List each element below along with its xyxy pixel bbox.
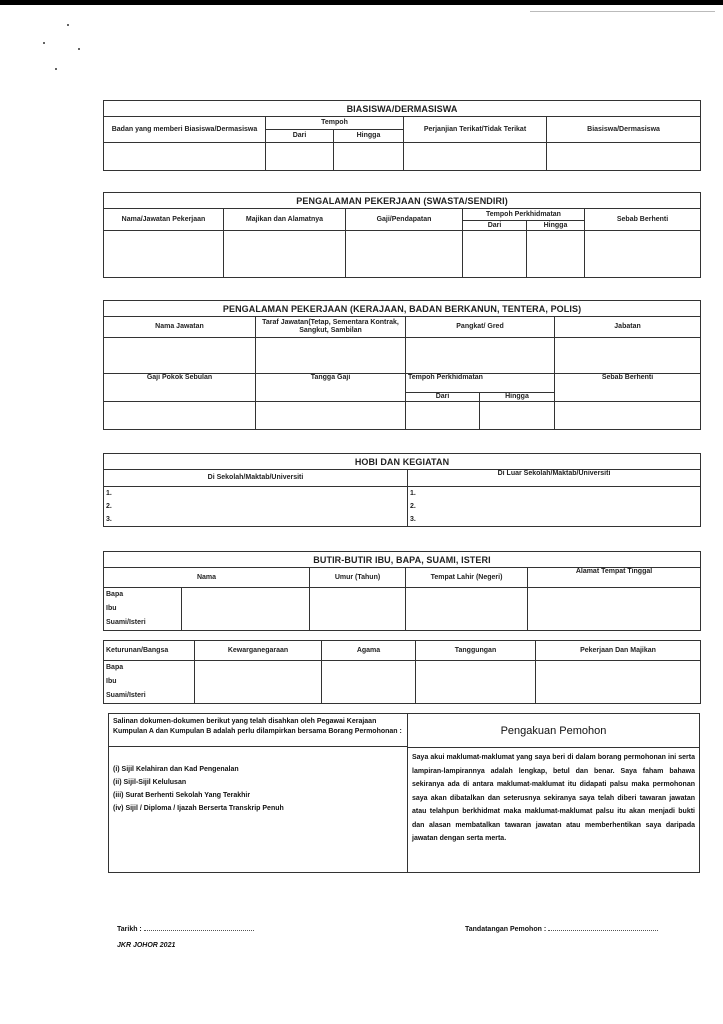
list-item[interactable]: 3. [106, 516, 112, 523]
gov-work-table [103, 300, 701, 430]
declaration-title: Pengakuan Pemohon [408, 714, 699, 748]
form-reference: JKR JOHOR 2021 [117, 942, 176, 949]
input-from[interactable] [266, 143, 334, 171]
relation-label: Ibu [106, 678, 117, 685]
section-title: BIASISWA/DERMASISWA [104, 101, 701, 117]
attachment-item: (i) Sijil Kelahiran dan Kad Pengenalan [113, 766, 239, 773]
col-header-age: Umur (Tahun) [310, 568, 406, 588]
input-reason[interactable] [555, 402, 701, 430]
input-reason[interactable] [585, 231, 701, 278]
col-header-body: Badan yang memberi Biasiswa/Dermasiswa [104, 117, 266, 143]
signature-field[interactable] [465, 924, 658, 933]
list-item[interactable]: 1. [106, 490, 112, 497]
input-employer[interactable] [224, 231, 346, 278]
scan-artifact-line [530, 11, 715, 12]
signature-label: Tandatangan Pemohon : [465, 926, 547, 933]
input-to[interactable] [527, 231, 585, 278]
attachment-item: (iv) Sijil / Diploma / Ijazah Berserta Transkrip Penuh [113, 805, 284, 812]
family-table [103, 551, 701, 631]
list-item[interactable]: 2. [106, 503, 112, 510]
input-occupation[interactable] [536, 661, 701, 704]
input-to[interactable] [334, 143, 404, 171]
section-title: HOBI DAN KEGIATAN [104, 454, 701, 470]
input-department[interactable] [555, 338, 701, 374]
col-header-period: Tempoh [266, 117, 404, 130]
input-salary-scale[interactable] [256, 402, 406, 430]
col-header-department: Jabatan [555, 317, 701, 338]
list-item[interactable]: 1. [410, 490, 416, 497]
section-title: BUTIR-BUTIR IBU, BAPA, SUAMI, ISTERI [104, 552, 701, 568]
hobbies-table [103, 453, 701, 527]
col-header-scholarship: Biasiswa/Dermasiswa [547, 117, 701, 143]
col-header-in-school: Di Sekolah/Maktab/Universiti [104, 470, 408, 487]
col-header-from: Dari [463, 221, 527, 231]
private-work-table [103, 192, 701, 278]
col-header-salary-scale: Tangga Gaji [256, 374, 406, 402]
input-from[interactable] [406, 402, 480, 430]
input-scholarship[interactable] [547, 143, 701, 171]
col-header-citizenship: Kewarganegaraan [195, 641, 322, 661]
attachments-intro: Salinan dokumen-dokumen berikut yang telah disahkan oleh Pegawai Kerajaan Kumpulan A dan Kumpulan B adalah perlu dilampirkan bersama Borang Permohonan : [109, 714, 407, 747]
col-header-employer: Majikan dan Alamatnya [224, 209, 346, 231]
family-details-table [103, 640, 701, 704]
attachments-declaration-box [108, 713, 700, 873]
col-header-to: Hingga [480, 393, 555, 402]
relation-label: Ibu [106, 605, 117, 612]
input-age[interactable] [310, 588, 406, 631]
in-school-list[interactable] [104, 487, 408, 527]
col-header-salary: Gaji/Pendapatan [346, 209, 463, 231]
relation-label: Bapa [106, 664, 124, 671]
input-to[interactable] [480, 402, 555, 430]
input-position[interactable] [104, 231, 224, 278]
top-border [0, 0, 723, 5]
section-title: PENGALAMAN PEKERJAAN (KERAJAAN, BADAN BERKANUN, TENTERA, POLIS) [104, 301, 701, 317]
out-school-list[interactable] [408, 487, 701, 527]
col-header-position: Nama/Jawatan Pekerjaan [104, 209, 224, 231]
attachment-item: (iii) Surat Berhenti Sekolah Yang Terakhir [113, 792, 251, 799]
input-salary[interactable] [346, 231, 463, 278]
col-header-status: Taraf Jawatan(Tetap, Sementara Kontrak, Sangkut, Sambilan [256, 317, 406, 338]
input-citizenship[interactable] [195, 661, 322, 704]
input-address[interactable] [528, 588, 701, 631]
list-item[interactable]: 3. [410, 516, 416, 523]
attachments-list [109, 747, 407, 815]
relation-label: Bapa [106, 591, 124, 598]
col-header-ethnicity: Keturunan/Bangsa [104, 641, 195, 661]
input-status[interactable] [256, 338, 406, 374]
col-header-basic-salary: Gaji Pokok Sebulan [104, 374, 256, 402]
col-header-position: Nama Jawatan [104, 317, 256, 338]
signature-line[interactable] [548, 924, 658, 931]
declaration-panel [408, 714, 699, 872]
date-field[interactable] [117, 924, 254, 933]
input-religion[interactable] [322, 661, 416, 704]
col-header-service-period: Tempoh Perkhidmatan [463, 209, 585, 221]
scholarship-table [103, 100, 701, 171]
section-title: PENGALAMAN PEKERJAAN (SWASTA/SENDIRI) [104, 193, 701, 209]
attachments-panel [109, 714, 408, 872]
col-header-religion: Agama [322, 641, 416, 661]
col-header-dependents: Tanggungan [416, 641, 536, 661]
col-header-to: Hingga [334, 130, 404, 143]
input-name[interactable] [182, 588, 310, 631]
col-header-name: Nama [104, 568, 310, 588]
scan-speck [43, 42, 45, 44]
col-header-agreement: Perjanjian Terikat/Tidak Terikat [404, 117, 547, 143]
col-header-from: Dari [406, 393, 480, 402]
input-body[interactable] [104, 143, 266, 171]
col-header-grade: Pangkat/ Gred [406, 317, 555, 338]
col-header-address: Alamat Tempat Tinggal [528, 568, 701, 588]
relation-labels [104, 661, 195, 704]
relation-labels [104, 588, 182, 631]
input-position[interactable] [104, 338, 256, 374]
col-header-service-period: Tempoh Perkhidmatan [406, 374, 555, 393]
scan-speck [67, 24, 69, 26]
col-header-reason: Sebab Berhenti [555, 374, 701, 402]
input-dependents[interactable] [416, 661, 536, 704]
input-grade[interactable] [406, 338, 555, 374]
input-basic-salary[interactable] [104, 402, 256, 430]
date-line[interactable] [144, 924, 254, 931]
declaration-text: Saya akui maklumat-maklumat yang saya beri di dalam borang permohonan ini serta lampiran-lampirannya adalah lengkap, betul dan benar. Saya faham bahawa sekiranya ada di antara maklumat-maklumat itu didapati palsu maka permohonan saya akan dibatalkan dan seterusnya sekiranya saya telah diberi tawaran jawatan atau telahpun berkhidmat maka maklumat-maklumat palsu itu akan menjadi bukti dan alasan membatalkan tawaran jawatan atau memberhentikan saya daripada jawatan dengan serta merta. [412, 754, 695, 842]
list-item[interactable]: 2. [410, 503, 416, 510]
col-header-birthplace: Tempat Lahir (Negeri) [406, 568, 528, 588]
relation-label: Suami/Isteri [106, 692, 146, 699]
input-agreement[interactable] [404, 143, 547, 171]
col-header-occupation: Pekerjaan Dan Majikan [536, 641, 701, 661]
relation-label: Suami/Isteri [106, 619, 146, 626]
col-header-reason: Sebab Berhenti [585, 209, 701, 231]
scan-speck [78, 48, 80, 50]
input-birthplace[interactable] [406, 588, 528, 631]
attachment-item: (ii) Sijil-Sijil Kelulusan [113, 779, 187, 786]
col-header-from: Dari [266, 130, 334, 143]
col-header-out-school: Di Luar Sekolah/Maktab/Universiti [408, 470, 701, 487]
date-label: Tarikh : [117, 926, 142, 933]
scan-speck [55, 68, 57, 70]
col-header-to: Hingga [527, 221, 585, 231]
input-from[interactable] [463, 231, 527, 278]
